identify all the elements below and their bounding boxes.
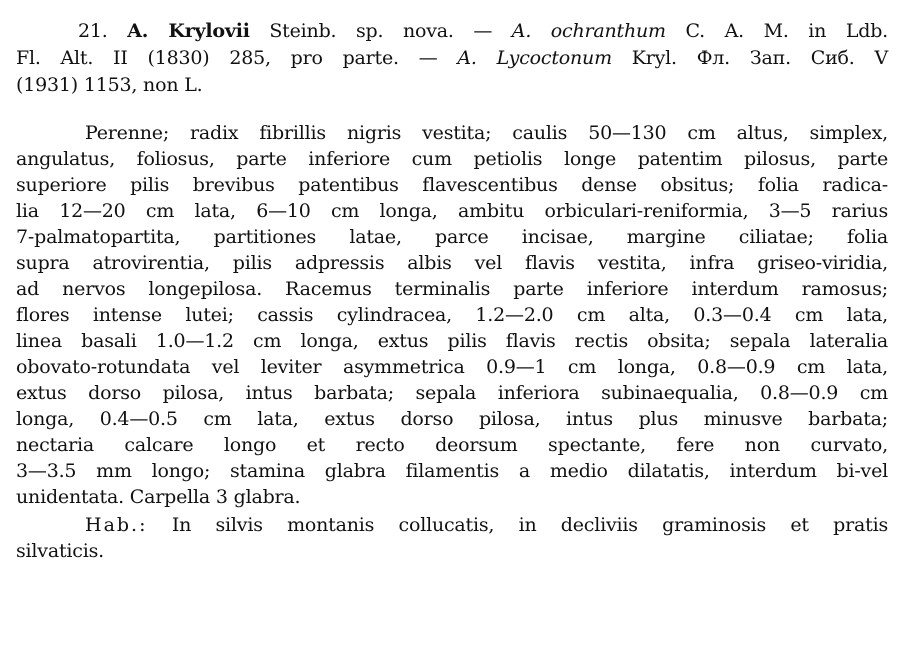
habitat-label: Hab.: xyxy=(85,514,148,536)
dash: — xyxy=(473,20,493,42)
species-heading-line-3 xyxy=(16,72,888,98)
species-name: A. Krylovii xyxy=(127,20,250,42)
description-line: supra atrovirentia, pilis adpressis albis vel flavis vestita, infra griseo-viridia, xyxy=(16,252,888,274)
description-line: 7-palmatopartita, partitiones latae, parce incisae, margine ciliatae; folia xyxy=(16,226,888,248)
entry-number: 21. xyxy=(78,20,108,42)
synonym-1-citation-a: C. A. M. in Ldb. xyxy=(685,20,889,42)
description-line: linea basali 1.0—1.2 cm longa, extus pilis flavis rectis obsita; sepala lateralia xyxy=(16,330,888,352)
description-line: extus dorso pilosa, intus barbata; sepala inferiora subinaequalia, 0.8—0.9 cm xyxy=(16,382,888,404)
species-heading-line-2 xyxy=(16,45,888,71)
description-line: nectaria calcare longo et recto deorsum spectante, fere non curvato, xyxy=(16,434,888,456)
description-line: superiore pilis brevibus patentibus flavescentibus dense obsitus; folia radica- xyxy=(16,174,888,196)
dash: — xyxy=(418,47,438,69)
species-heading-line-1 xyxy=(78,18,888,44)
description-line: lia 12—20 cm lata, 6—10 cm longa, ambitu orbiculari-reniformia, 3—5 rarius xyxy=(16,200,888,222)
description-line: obovato-rotundata vel leviter asymmetrica 0.9—1 cm longa, 0.8—0.9 cm lata, xyxy=(16,356,888,378)
description-line: ad nervos longepilosa. Racemus terminalis parte inferiore interdum ramosus; xyxy=(16,278,888,300)
species-author: Steinb. sp. nova. xyxy=(269,20,454,42)
description-line: unidentata. Carpella 3 glabra. xyxy=(16,486,301,508)
description-line: Perenne; radix fibrillis nigris vestita; caulis 50—130 cm altus, simplex, xyxy=(85,122,888,144)
synonym-2-citation-b: (1931) 1153, non L. xyxy=(16,74,203,96)
description-line: flores intense lutei; cassis cylindracea, 1.2—2.0 cm alta, 0.3—0.4 cm lata, xyxy=(16,304,888,326)
synonym-1-citation-b: Fl. Alt. II (1830) 285, pro parte. xyxy=(16,47,399,69)
synonym-2-name: A. Lycoctonum xyxy=(457,47,612,69)
habitat-line-1 xyxy=(85,512,888,538)
description-line: longa, 0.4—0.5 cm lata, extus dorso pilosa, intus plus minusve barbata; xyxy=(16,408,888,430)
synonym-1-name: A. ochranthum xyxy=(511,20,666,42)
description-line: 3—3.5 mm longo; stamina glabra filamentis a medio dilatatis, interdum bi-vel xyxy=(16,460,888,482)
synonym-2-citation-a: Kryl. Фл. Зап. Сиб. V xyxy=(631,47,888,69)
description-line: angulatus, foliosus, parte inferiore cum petiolis longe patentim pilosus, parte xyxy=(16,148,888,170)
habitat-line-2: silvaticis. xyxy=(16,540,104,562)
habitat-text: In silvis montanis collucatis, in decliviis graminosis et pratis xyxy=(171,514,889,536)
